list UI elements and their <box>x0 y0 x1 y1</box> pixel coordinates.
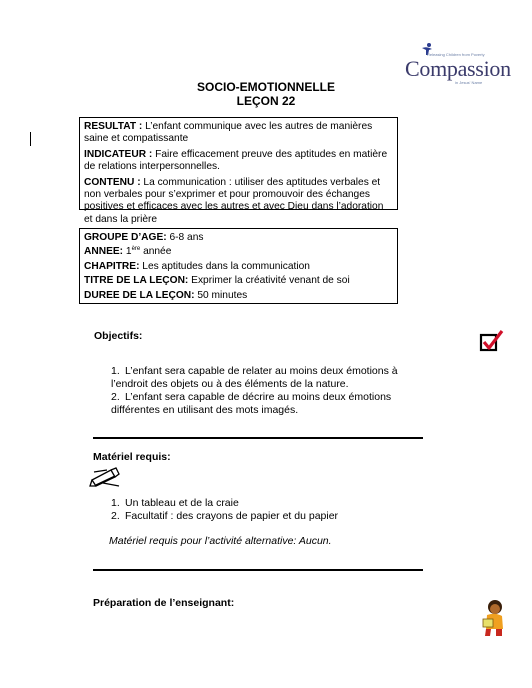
groupe-value: 6-8 ans <box>166 232 204 243</box>
annee-line <box>84 246 393 258</box>
duree-line <box>84 290 393 302</box>
list-text-cont: l’endroit des objets ou à des éléments de la nature. <box>111 378 349 390</box>
list-number: 2. <box>111 391 120 403</box>
contenu-line <box>84 177 393 227</box>
logo-tagline: Releasing Children from Poverty <box>427 52 485 57</box>
section-divider <box>93 569 423 571</box>
contenu-text: La communication : utiliser des aptitudes verbales et non verbales pour s’exprimer et pour promouvoir des échanges positives et efficaces avec les autres et avec Dieu dans l’adoration et dans la prière <box>84 176 384 225</box>
list-item <box>111 510 411 523</box>
page-title-lesson: LEÇON 22 <box>236 94 296 108</box>
pencil-icon <box>89 466 121 488</box>
text-cursor <box>30 132 31 146</box>
indicateur-label: INDICATEUR : <box>84 148 153 160</box>
groupe-label: GROUPE D’AGE: <box>84 232 167 243</box>
list-number: 1. <box>111 365 120 377</box>
indicateur-line <box>84 149 393 174</box>
resultat-text: L’enfant communique avec les autres de manières saine et compatissante <box>84 121 373 145</box>
list-text: Un tableau et de la craie <box>125 497 239 509</box>
indicateur-text: Faire efficacement preuve des aptitudes en matière de relations interpersonnelles. <box>84 148 388 173</box>
section-divider <box>93 437 423 439</box>
outcome-box <box>79 117 398 225</box>
list-text-cont: différentes en utilisant des mots imagés. <box>111 404 299 416</box>
duree-label: DUREE DE LA LEÇON: <box>84 289 195 301</box>
materiel-heading: Matériel requis: <box>93 451 171 463</box>
objectifs-heading: Objectifs: <box>94 330 143 342</box>
chapitre-value: Les aptitudes dans la communication <box>139 260 310 272</box>
groupe-line <box>84 232 393 244</box>
preparation-heading: Préparation de l’enseignant: <box>93 597 235 609</box>
list-item <box>111 391 421 417</box>
titre-value: Exprimer la créativité venant de soi <box>188 275 350 287</box>
duree-value: 50 minutes <box>194 289 248 301</box>
list-text: L’enfant sera capable de décrire au moins deux émotions <box>125 391 392 403</box>
lesson-info-box <box>79 228 398 304</box>
titre-label: TITRE DE LA LEÇON: <box>84 275 189 287</box>
checkbox-icon <box>479 329 505 353</box>
list-text: Facultatif : des crayons de papier et du papier <box>125 510 339 522</box>
materiel-alternative: Matériel requis pour l’activité alternative: Aucun. <box>109 535 332 547</box>
list-number: 2. <box>111 510 120 522</box>
contenu-label: CONTENU : <box>84 176 141 188</box>
annee-text: année <box>140 246 172 258</box>
objectif-2-line1 <box>111 391 421 404</box>
annee-sup: ère <box>131 246 141 253</box>
resultat-line <box>84 121 393 146</box>
annee-label: ANNEE: <box>84 246 124 258</box>
page-title-subject: SOCIO-EMOTIONNELLE <box>197 80 335 94</box>
objectif-1-line1 <box>111 365 421 378</box>
objectifs-list <box>111 365 421 417</box>
annee-num: 1 <box>123 246 132 258</box>
logo-brand: Compassion <box>405 56 511 81</box>
teacher-icon <box>478 599 508 637</box>
list-item <box>111 365 421 391</box>
resultat-label: RESULTAT : <box>84 121 143 132</box>
list-text: L’enfant sera capable de relater au moins deux émotions à <box>125 365 398 377</box>
chapitre-line <box>84 261 393 273</box>
titre-line <box>84 275 393 287</box>
list-item <box>111 497 411 510</box>
list-number: 1. <box>111 497 120 509</box>
logo-subline: in Jesus' Name <box>455 80 483 85</box>
chapitre-label: CHAPITRE: <box>84 260 140 272</box>
materiel-list <box>111 497 411 523</box>
